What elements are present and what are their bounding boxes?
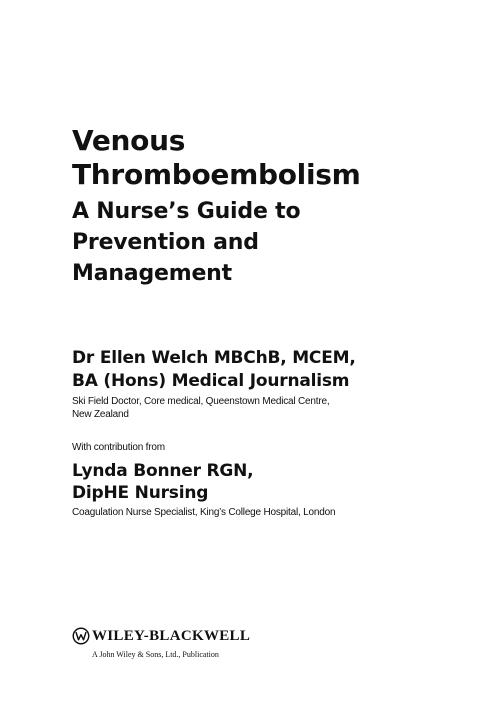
book-subtitle <box>72 196 462 289</box>
author-name <box>72 347 462 393</box>
book-subtitle-line-1: A Nurse’s Guide to <box>72 199 301 224</box>
author-affiliation-line-2: New Zealand <box>72 409 129 420</box>
contributor-affiliation: Coagulation Nurse Specialist, King’s College Hospital, London <box>72 507 336 518</box>
book-title-line-1: Venous <box>72 124 186 157</box>
book-title-line-2: Thromboembolism <box>72 158 361 191</box>
publisher-logo <box>72 627 250 645</box>
book-title <box>72 124 462 192</box>
contributor-name <box>72 460 462 504</box>
wiley-logo-icon <box>72 627 90 645</box>
book-subtitle-line-2: Prevention and <box>72 230 259 255</box>
contributor-name-line-1: Lynda Bonner RGN, <box>72 461 254 481</box>
contribution-label: With contribution from <box>72 442 165 453</box>
book-subtitle-line-3: Management <box>72 261 232 286</box>
author-affiliation <box>72 395 462 421</box>
author-affiliation-line-1: Ski Field Doctor, Core medical, Queenstown Medical Centre, <box>72 396 330 407</box>
publisher-name: WILEY-BLACKWELL <box>92 628 251 644</box>
contributor-name-line-2: DipHE Nursing <box>72 483 209 503</box>
author-name-line-2: BA (Hons) Medical Journalism <box>72 371 350 391</box>
author-name-line-1: Dr Ellen Welch MBChB, MCEM, <box>72 348 356 368</box>
publisher-subline: A John Wiley & Sons, Ltd., Publication <box>92 650 219 659</box>
